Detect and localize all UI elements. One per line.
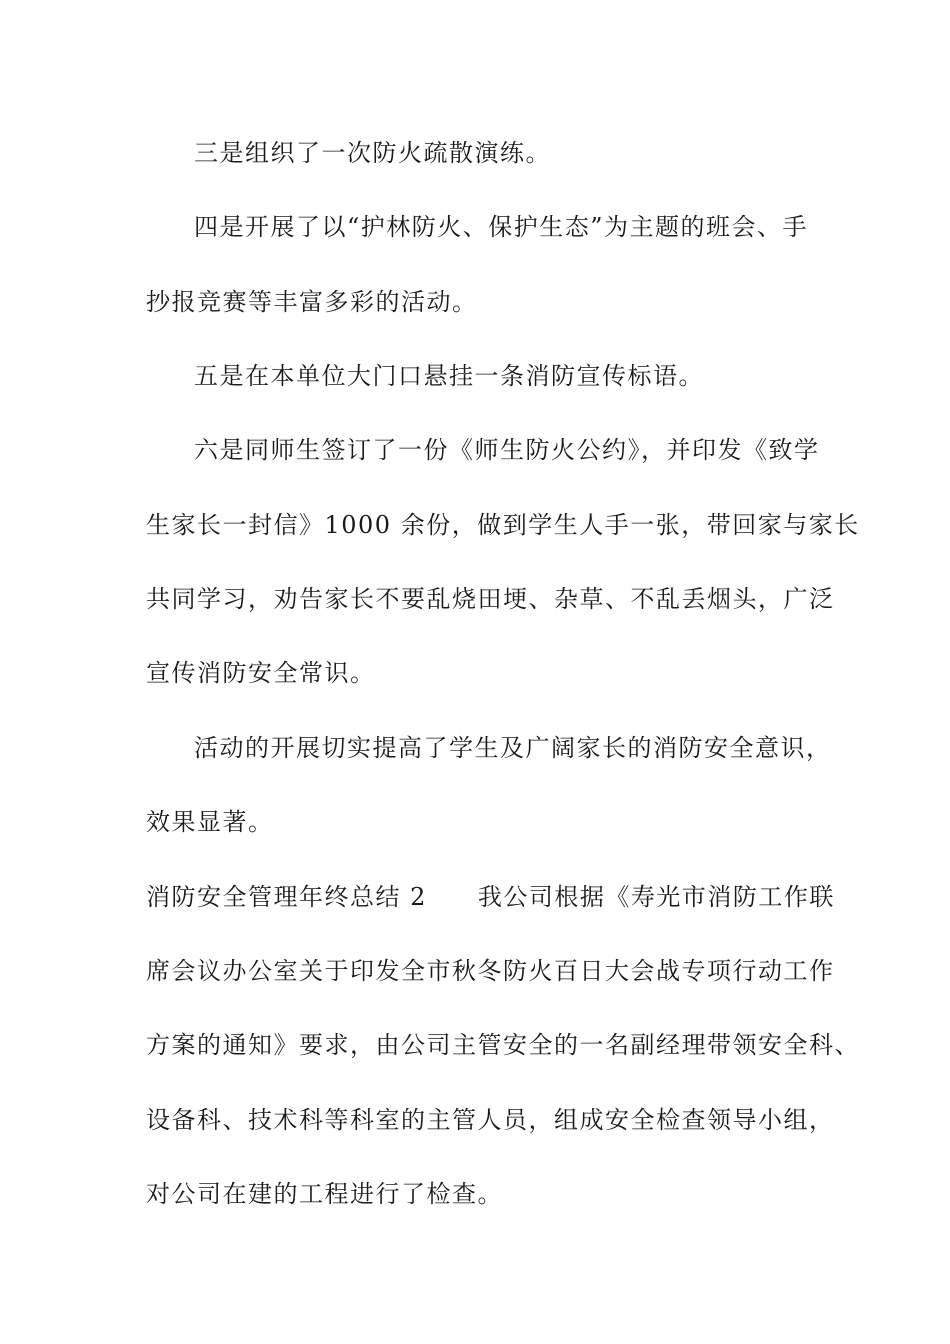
text-line: 抄报竞赛等丰富多彩的活动。 xyxy=(146,288,478,316)
section-heading-line: 消防安全管理年终总结 2 我公司根据《寿光市消防工作联 xyxy=(146,883,835,911)
text-line: 对公司在建的工程进行了检查。 xyxy=(146,1180,503,1208)
text-line: 席会议办公室关于印发全市秋冬防火百日大会战专项行动工作 xyxy=(146,957,835,985)
text-line: 三是组织了一次防火疏散演练。 xyxy=(194,139,551,167)
text-line: 宣传消防安全常识。 xyxy=(146,659,376,687)
text-line: 生家长一封信》1000 余份，做到学生人手一张，带回家与家长 xyxy=(146,511,860,539)
text-line: 活动的开展切实提高了学生及广阔家长的消防安全意识， xyxy=(194,734,832,762)
text-line: 共同学习，劝告家长不要乱烧田埂、杂草、不乱丢烟头，广泛 xyxy=(146,585,835,613)
text-line: 效果显著。 xyxy=(146,808,274,836)
text-line: 六是同师生签订了一份《师生防火公约》，并印发《致学 xyxy=(194,436,820,464)
text-line: 五是在本单位大门口悬挂一条消防宣传标语。 xyxy=(194,362,704,390)
text-line: 设备科、技术科等科室的主管人员，组成安全检查领导小组， xyxy=(146,1106,835,1134)
text-line: 四是开展了以“护林防火、保护生态”为主题的班会、手 xyxy=(194,213,809,241)
text-line: 方案的通知》要求，由公司主管安全的一名副经理带领安全科、 xyxy=(146,1031,860,1059)
